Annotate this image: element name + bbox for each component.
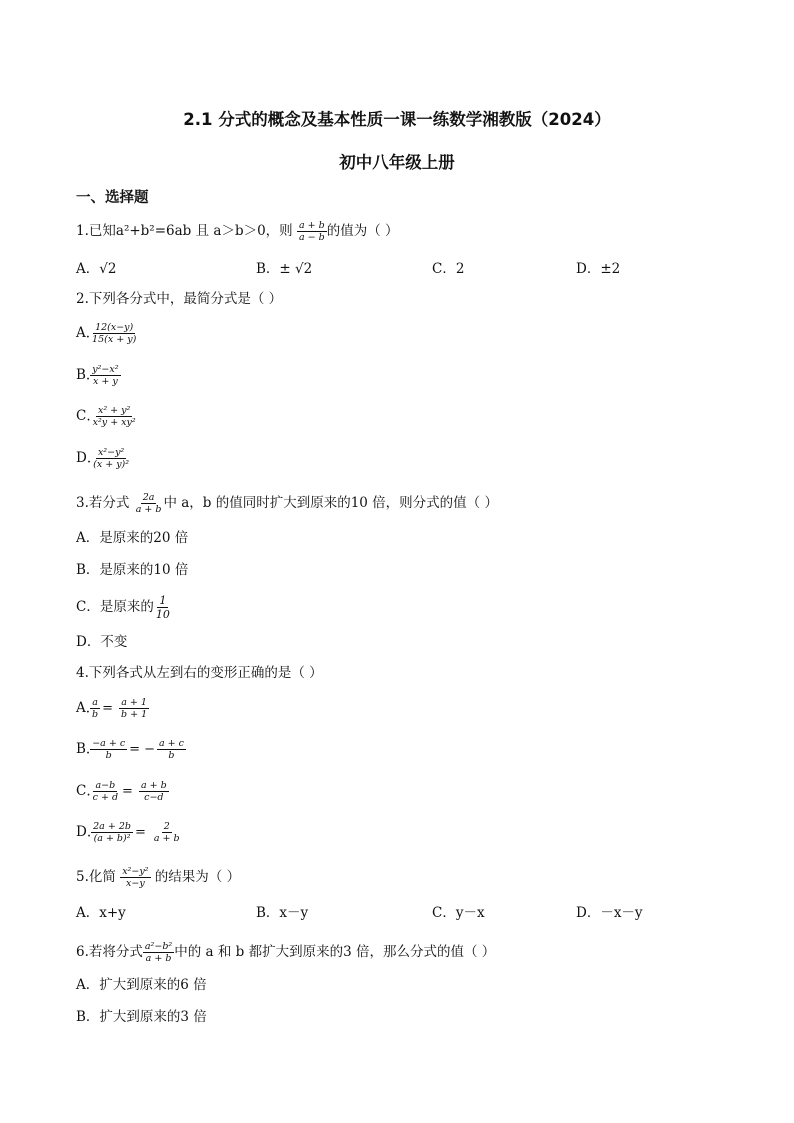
q4-a-right-fraction [119, 697, 149, 720]
q2-option-a-label: A [76, 325, 86, 341]
frac-num: x²−y² [97, 447, 125, 458]
q5-option-c[interactable]: C．y－x [432, 905, 485, 921]
frac-num: 1 [159, 594, 167, 607]
q6-option-a[interactable]: A．扩大到原来的6 倍 [76, 977, 207, 993]
q4-b-left-fraction [90, 738, 127, 761]
frac-den: c + d [92, 792, 119, 803]
q3-option-d[interactable]: D．不变 [76, 634, 128, 650]
question-1 [76, 220, 399, 243]
question-5 [76, 866, 240, 889]
q4-d-right-fraction [152, 821, 182, 844]
q3-fraction [134, 492, 164, 515]
frac-num: x² + y² [98, 405, 131, 416]
q3-option-a[interactable]: A．是原来的20 倍 [76, 530, 189, 546]
q4-option-a[interactable]: A. $\frac{a}{b}$ = $\frac{a + 1}{b + 1}$ [76, 697, 148, 720]
frac-den: b [168, 750, 175, 761]
q5-fraction [120, 866, 150, 889]
q4-option-b-label: B [76, 741, 86, 757]
q2-option-a-fraction [90, 322, 138, 345]
q1-option-b[interactable]: B．± √2 [256, 261, 313, 277]
frac-num: 2a + 2b [93, 821, 131, 832]
q4-option-d[interactable]: D. $\frac{2a + 2b}{\text{(a + b)²}}$ = $\frac{2}{a + b}$ [76, 821, 180, 844]
q3-option-b[interactable]: B．是原来的10 倍 [76, 562, 189, 578]
question-3 [76, 492, 498, 515]
q2-option-d-label: D [76, 450, 87, 466]
q5-option-d[interactable]: D．－x－y [576, 905, 643, 921]
frac-num: y²−x² [92, 364, 119, 375]
q4-option-c-label: C [76, 783, 87, 799]
q2-option-c-label: C [76, 408, 87, 424]
frac-den: (a + b)² [93, 833, 131, 844]
q6-frac-num: a²−b² [144, 941, 173, 952]
q2-option-b-fraction [90, 364, 120, 387]
frac-den: 15(x + y) [92, 334, 137, 345]
q2-option-a[interactable]: A. $\frac{12(x-y)}{15(x + y)}$ [76, 322, 137, 345]
q4-c-left-fraction [91, 780, 120, 803]
q1-option-a[interactable]: A．√2 [76, 261, 117, 277]
q6-post: 中的 a 和 b 都扩大到原来的3 倍，那么分式的值（ ） [174, 944, 496, 960]
q6-option-b[interactable]: B．扩大到原来的3 倍 [76, 1009, 207, 1025]
q5-frac-num: x²−y² [122, 866, 149, 877]
frac-num: 12(x−y) [95, 322, 134, 333]
page-subtitle: 初中八年级上册 [339, 153, 455, 172]
frac-num: 2 [163, 821, 170, 832]
q6-frac-den: a + b [145, 953, 172, 964]
frac-den: a + b [153, 833, 180, 844]
q4-option-d-label: D [76, 824, 87, 840]
q2-option-d-fraction [91, 447, 131, 470]
q2-option-b-label: B [76, 367, 86, 383]
question-6 [76, 941, 495, 964]
q2-option-b[interactable]: B. $\frac{\text{y²−x²}}{x + y}$ [76, 364, 119, 387]
q1-frac-num: a + b [298, 220, 325, 231]
q4-c-right-fraction [139, 780, 169, 803]
q5-frac-den: x−y [126, 878, 145, 889]
q5-option-b[interactable]: B．x－y [256, 905, 309, 921]
q5-post: 的结果为（ ） [154, 869, 241, 885]
frac-num: a + 1 [121, 697, 147, 708]
q3-frac-den: a + b [135, 504, 162, 515]
page-title: 2.1 分式的概念及基本性质一课一练数学湘教版（2024） [183, 110, 611, 129]
q1-option-c[interactable]: C．2 [432, 261, 465, 277]
q3-option-c-fraction [154, 594, 172, 621]
q5-option-a[interactable]: A．x+y [76, 905, 126, 921]
q2-option-c[interactable]: C. $\frac{\text{x² + y²}}{\text{x²y + xy²}}$ [76, 405, 136, 428]
frac-den: (x + y)² [93, 459, 130, 470]
q1-frac-den: a − b [298, 232, 325, 243]
q1-post: 的值为（ ） [326, 223, 399, 239]
frac-num: a + b [140, 780, 167, 791]
question-2: 2.下列各分式中，最简分式是（ ） [76, 291, 283, 307]
frac-num: −a + c [92, 738, 126, 749]
q6-fraction [143, 941, 174, 964]
q2-option-c-fraction [91, 405, 138, 428]
q1-option-d[interactable]: D．±2 [576, 261, 621, 277]
q1-pre: 1.已知 [76, 223, 116, 239]
q6-pre: 6.若将分式 [76, 944, 143, 960]
frac-den: b [92, 709, 99, 720]
q3-option-c-text: C．是原来的 [76, 599, 154, 615]
frac-den: b [105, 750, 112, 761]
frac-den: x + y [93, 376, 118, 387]
q4-option-a-label: A [76, 700, 86, 716]
frac-num: a + c [158, 738, 184, 749]
frac-den: c−d [144, 792, 164, 803]
q1-fraction [297, 220, 327, 243]
q3-pre: 3.若分式 [76, 495, 130, 511]
q3-post: 中 a，b 的值同时扩大到原来的10 倍，则分式的值（ ） [163, 495, 498, 511]
q1-condition: a²+b²=6ab 且 a＞b＞0，则 [115, 223, 293, 239]
frac-den: b + 1 [121, 709, 148, 720]
frac-den: 10 [155, 608, 170, 621]
q3-frac-num: 2a [142, 492, 155, 503]
q3-option-c[interactable] [76, 594, 172, 621]
frac-num: a [92, 697, 98, 708]
q4-b-sign: − [144, 741, 155, 757]
q4-option-c[interactable]: C. $\frac{a-b}{c + d}$ = $\frac{a + b}{c-d}$ [76, 780, 167, 803]
q4-b-right-fraction [157, 738, 186, 761]
q4-option-b[interactable]: B. $\frac{-a + c}{b}$ = − $\frac{a + c}{b}$ [76, 738, 184, 761]
frac-num: a−b [95, 780, 116, 791]
q5-pre: 5.化简 [76, 869, 116, 885]
q2-option-d[interactable]: D. $\frac{\text{x²−y²}}{\text{(x + y)²}}$ [76, 447, 130, 470]
frac-den: x²y + xy² [92, 417, 136, 428]
q4-d-left-fraction [91, 821, 133, 844]
section-heading: 一、选择题 [76, 190, 149, 206]
question-4: 4.下列各式从左到右的变形正确的是（ ） [76, 665, 323, 681]
q4-a-left-fraction [90, 697, 100, 720]
